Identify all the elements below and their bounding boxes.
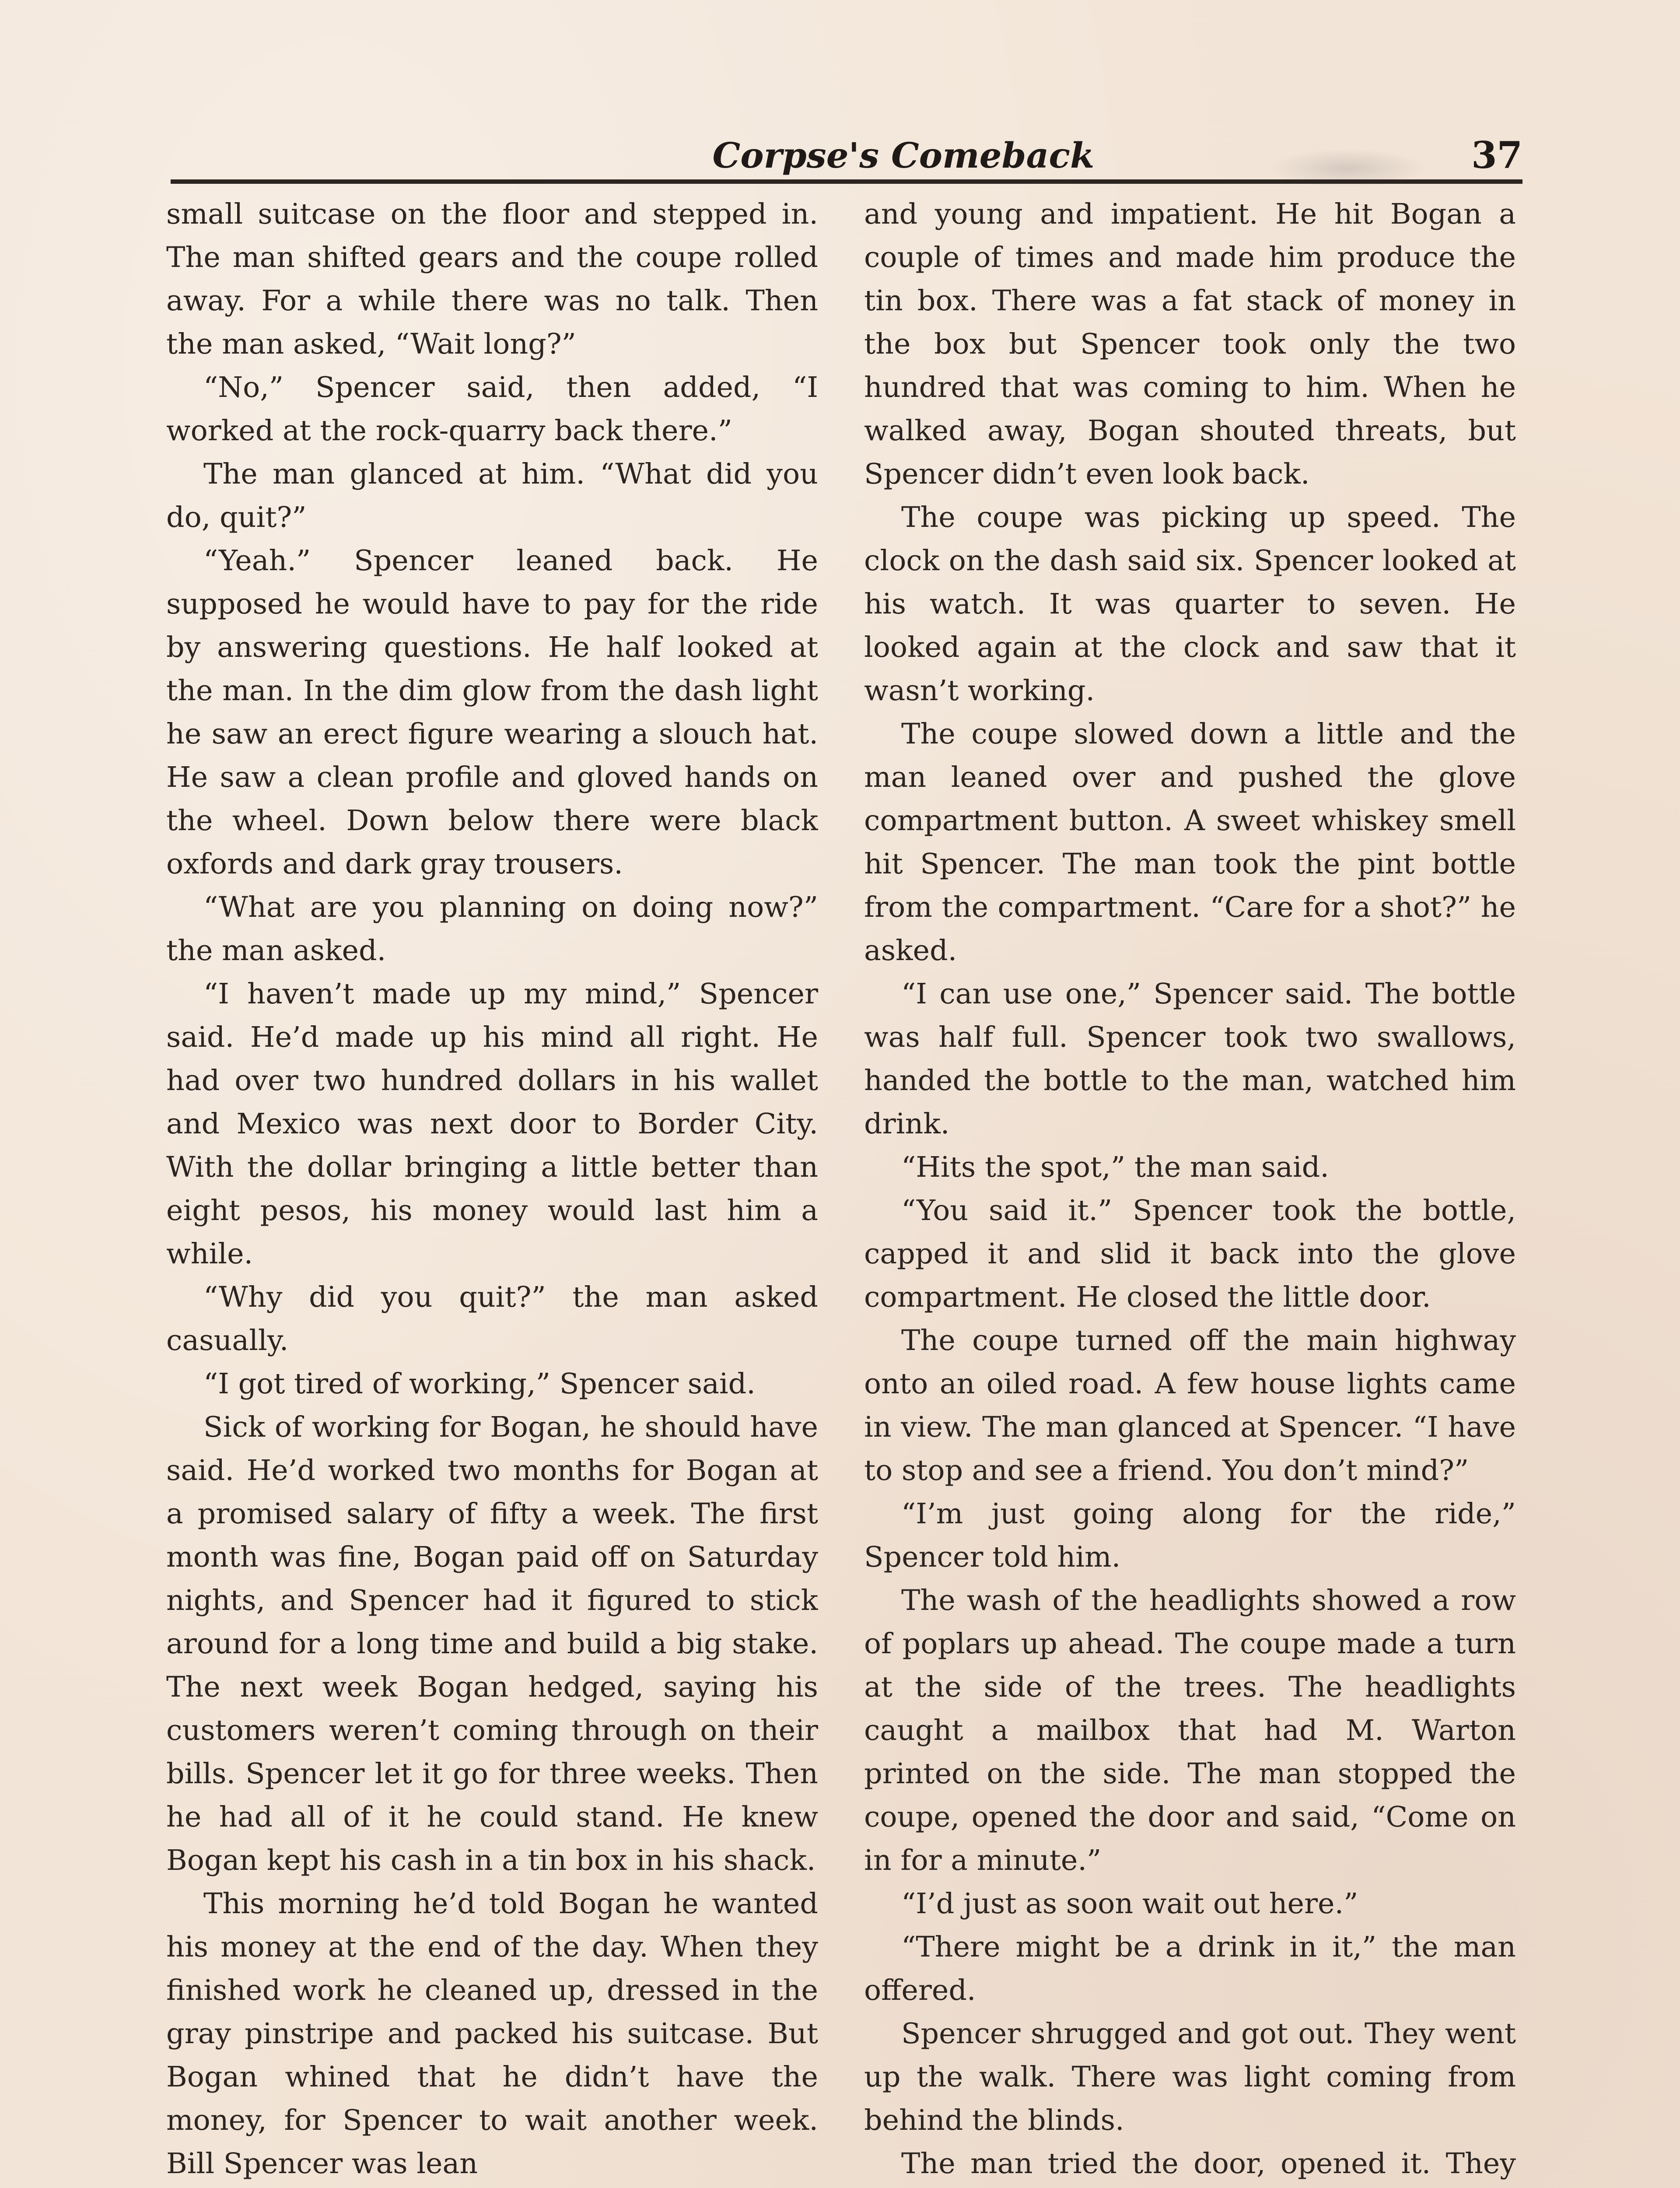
left-column	[166, 193, 818, 2188]
paragraph: “I’m just going along for the ride,” Spencer told him.	[864, 1497, 1516, 1574]
right-column	[864, 193, 1516, 2188]
paragraph: “I haven’t made up my mind,” Spencer said. He’d made up his mind all right. He had over two hundred dollars in his wallet and Mexico was next door to Border City. With the dollar bringing a little better than eight pesos, his money would last him a while.	[166, 978, 818, 1270]
paragraph: “No,” Spencer said, then added, “I worked at the rock-quarry back there.”	[166, 371, 818, 447]
paragraph: The coupe turned off the main highway onto an oiled road. A few house lights came in view. The man glanced at Spencer. “I have to stop and see a friend. You don’t mind?”	[864, 1324, 1516, 1487]
paragraph: “I got tired of working,” Spencer said.	[203, 1368, 756, 1400]
paragraph: “What are you planning on doing now?” the man asked.	[166, 891, 818, 967]
paragraph: Sick of working for Bogan, he should have said. He’d worked two months for Bogan at a promised salary of fifty a week. The first month was fine, Bogan paid off on Saturday nights, and Spencer had it figured to stick around for a long time and build a big stake. The next week Bogan hedged, saying his customers weren’t coming through on their bills. Spencer let it go for three weeks. Then he had all of it he could stand. He knew Bogan kept his cash in a tin box in his shack.	[166, 1411, 818, 1877]
paragraph: and young and impatient. He hit Bogan a couple of times and made him produce the tin box. There was a fat stack of money in the box but Spencer took only the two hundred that was coming to him. When he walked away, Bogan shouted threats, but Spencer didn’t even look back.	[864, 198, 1516, 491]
paragraph: The man tried the door, opened it. They	[901, 2147, 1516, 2180]
paragraph: “Yeah.” Spencer leaned back. He supposed he would have to pay for the ride by answering questions. He half looked at the man. In the dim glow from the dash light he saw an erect figure wearing a slouch hat. He saw a clean profile and gloved hands on the wheel. Down below there were black oxfords and dark gray trousers.	[166, 544, 818, 880]
paragraph: This morning he’d told Bogan he wanted his money at the end of the day. When they finished work he cleaned up, dressed in the gray pinstripe and packed his suitcase. But Bogan whined that he didn’t have the money, for Spencer to wait another week. Bill Spencer was lean	[166, 1887, 818, 2180]
paragraph: “I’d just as soon wait out here.”	[901, 1887, 1358, 1920]
paragraph: The man glanced at him. “What did you do, quit?”	[166, 458, 818, 534]
paragraph: The wash of the headlights showed a row of poplars up ahead. The coupe made a turn at the side of the trees. The headlights caught a mailbox that had M. Warton printed on the side. The man stopped the coupe, opened the door and said, “Come on in for a minute.”	[864, 1584, 1516, 1877]
running-title: Corpse's Comeback	[712, 135, 1095, 176]
paragraph: The coupe was picking up speed. The clock on the dash said six. Spencer looked at his watch. It was quarter to seven. He looked again at the clock and saw that it wasn’t working.	[864, 501, 1516, 707]
paragraph: small suitcase on the floor and stepped in. The man shifted gears and the coupe rolled away. For a while there was no talk. Then the man asked, “Wait long?”	[166, 198, 818, 361]
page-header	[171, 131, 1522, 179]
header-rule	[171, 179, 1522, 184]
paragraph: “Why did you quit?” the man asked casually.	[166, 1281, 818, 1357]
paragraph: “I can use one,” Spencer said. The bottle was half full. Spencer took two swallows, handed the bottle to the man, watched him drink.	[864, 978, 1516, 1140]
page-number: 37	[1471, 133, 1522, 177]
paragraph: “Hits the spot,” the man said.	[901, 1151, 1329, 1184]
paragraph: “You said it.” Spencer took the bottle, capped it and slid it back into the glove compartment. He closed the little door.	[864, 1194, 1516, 1314]
paragraph: “There might be a drink in it,” the man offered.	[864, 1931, 1516, 2007]
paragraph: Spencer shrugged and got out. They went up the walk. There was light coming from behind the blinds.	[864, 2017, 1516, 2137]
paragraph: The coupe slowed down a little and the man leaned over and pushed the glove compartment button. A sweet whiskey smell hit Spencer. The man took the pint bottle from the compartment. “Care for a shot?” he asked.	[864, 718, 1516, 967]
